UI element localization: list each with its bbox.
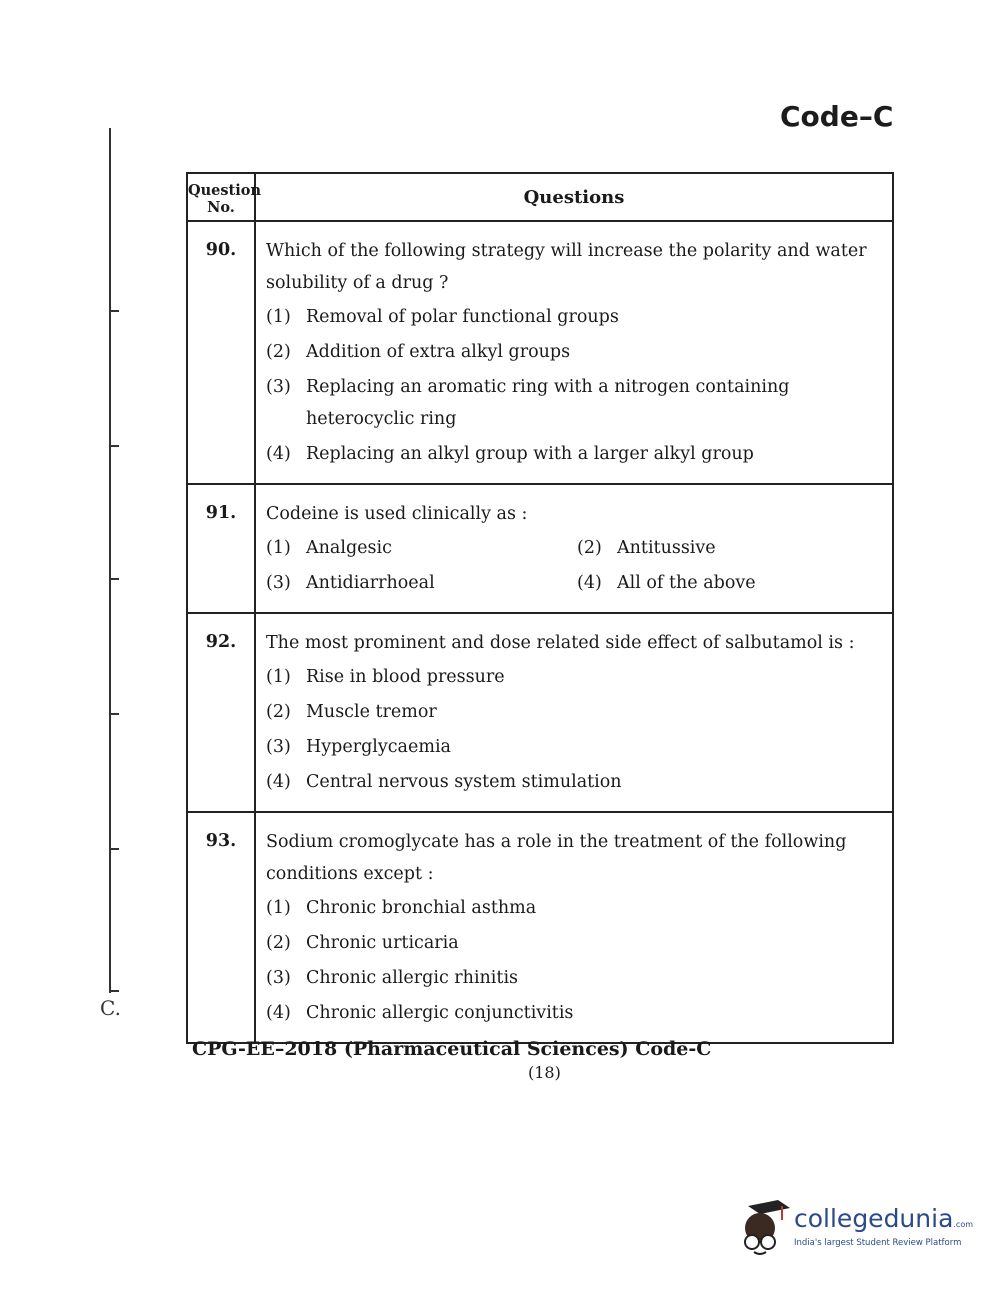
questions-table (186, 172, 894, 1044)
margin-tick (109, 713, 119, 715)
option-text: Rise in blood pressure (306, 667, 505, 687)
margin-tick (109, 445, 119, 447)
option-number: (4) (266, 1003, 291, 1023)
option (266, 567, 577, 599)
option (266, 962, 888, 994)
header-questions: Questions (255, 173, 893, 221)
question-stem: The most prominent and dose related side effect of salbutamol is : (266, 633, 855, 653)
option-number: (1) (266, 667, 291, 687)
option-number: (1) (266, 307, 291, 327)
option-number: (4) (266, 772, 291, 792)
margin-label: C. (100, 996, 121, 1020)
question-row (187, 812, 893, 1043)
option (266, 892, 888, 924)
option (266, 532, 577, 564)
option-text: Chronic bronchial asthma (306, 898, 537, 918)
margin-tick (109, 578, 119, 580)
question-row (187, 221, 893, 484)
question-row (187, 484, 893, 613)
option-text: Muscle tremor (306, 702, 437, 722)
page-number: (18) (528, 1063, 561, 1082)
option-number: (1) (266, 538, 291, 558)
option-number: (4) (577, 573, 602, 593)
question-stem: Codeine is used clinically as : (266, 504, 528, 524)
option-number: (3) (266, 573, 291, 593)
margin-tick (109, 990, 119, 992)
question-number: 90. (187, 221, 255, 484)
option-text: Removal of polar functional groups (306, 307, 619, 327)
question-number: 92. (187, 613, 255, 812)
mascot-icon (738, 1198, 792, 1256)
option-number: (1) (266, 898, 291, 918)
margin-rule (109, 128, 111, 993)
option-text: Replacing an alkyl group with a larger alkyl group (306, 444, 754, 464)
option (577, 567, 888, 599)
collegedunia-logo (738, 1198, 974, 1258)
option (266, 927, 888, 959)
logo-tagline: India's largest Student Review Platform (794, 1238, 962, 1248)
option (266, 336, 888, 368)
option-text: Antidiarrhoeal (306, 573, 435, 593)
option-text: All of the above (617, 573, 756, 593)
option-text: Chronic allergic rhinitis (306, 968, 519, 988)
option (266, 661, 888, 693)
question-body (255, 812, 893, 1043)
question-body (255, 221, 893, 484)
option (266, 731, 888, 763)
question-body (255, 613, 893, 812)
option (266, 766, 888, 798)
margin-tick (109, 310, 119, 312)
question-number: 91. (187, 484, 255, 613)
option-text: Central nervous system stimulation (306, 772, 622, 792)
option (266, 371, 888, 435)
option-text: Chronic urticaria (306, 933, 459, 953)
option-number: (3) (266, 377, 291, 397)
question-stem: Sodium cromoglycate has a role in the treatment of the following conditions except : (266, 832, 847, 884)
table-header-row (187, 173, 893, 221)
option-number: (3) (266, 737, 291, 757)
paper-code: Code–C (780, 100, 894, 133)
logo-wordmark: collegedunia.com (794, 1204, 974, 1233)
option (266, 696, 888, 728)
option-number: (2) (266, 702, 291, 722)
question-body (255, 484, 893, 613)
header-question-no: Question No. (187, 173, 255, 221)
option (266, 438, 888, 470)
option-text: Chronic allergic conjunctivitis (306, 1003, 574, 1023)
option-number: (2) (577, 538, 602, 558)
option-text: Hyperglycaemia (306, 737, 451, 757)
option (266, 301, 888, 333)
option-text: Analgesic (306, 538, 392, 558)
option-number: (3) (266, 968, 291, 988)
question-row (187, 613, 893, 812)
option-text: Addition of extra alkyl groups (306, 342, 571, 362)
option (577, 532, 888, 564)
margin-tick (109, 848, 119, 850)
question-stem: Which of the following strategy will increase the polarity and water solubility of a drug ? (266, 241, 867, 293)
option-grid (266, 532, 888, 602)
option-text: Replacing an aromatic ring with a nitrogen containing heterocyclic ring (306, 377, 790, 429)
question-number: 93. (187, 812, 255, 1043)
option-number: (4) (266, 444, 291, 464)
footer-title: CPG-EE–2018 (Pharmaceutical Sciences) Code-C (192, 1038, 712, 1060)
option (266, 997, 888, 1029)
option-number: (2) (266, 933, 291, 953)
option-text: Antitussive (617, 538, 716, 558)
option-number: (2) (266, 342, 291, 362)
